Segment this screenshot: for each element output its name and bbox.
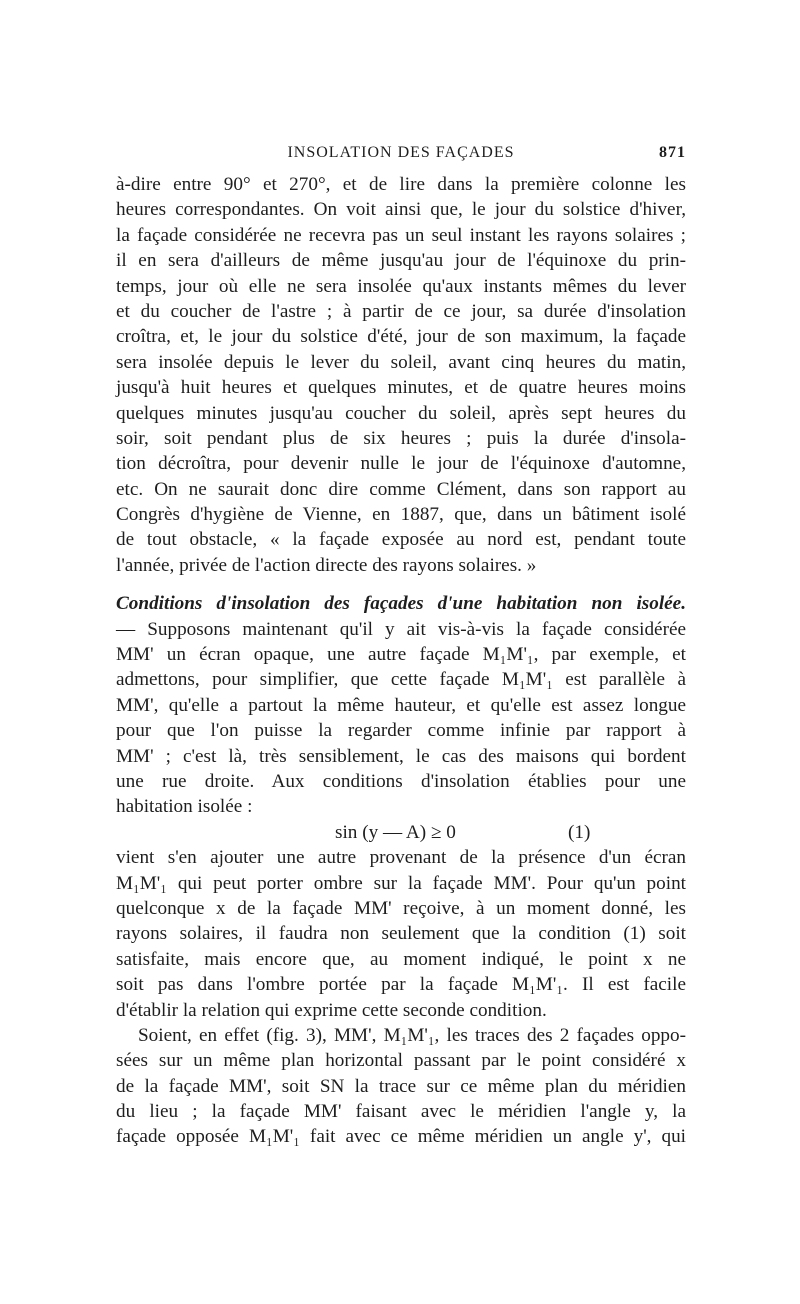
text-line: soit pas dans l'ombre portée par la façade M₁M'₁. Il est facile bbox=[116, 974, 686, 996]
text-line: pour que l'on puisse la regarder comme infinie par rapport à bbox=[116, 720, 686, 742]
equation-number: (1) bbox=[568, 821, 591, 843]
text-line: vient s'en ajouter une autre provenant de la présence d'un écran bbox=[116, 847, 686, 869]
text-line: — Supposons maintenant qu'il y ait vis-à-vis la façade considérée bbox=[116, 618, 686, 640]
text-line: à-dire entre 90° et 270°, et de lire dans la première colonne les bbox=[116, 174, 686, 195]
text-line: quelconque x de la façade MM' reçoive, à un moment donné, les bbox=[116, 897, 686, 919]
text-line: habitation isolée : bbox=[116, 796, 253, 818]
inequality-formula: sin (y — A) ≥ 0 bbox=[335, 821, 456, 843]
text-line: MM' ; c'est là, très sensiblement, le cas des maisons qui bordent bbox=[116, 745, 686, 767]
text-line: rayons solaires, il faudra non seulement que la condition (1) soit bbox=[116, 923, 686, 945]
text-line: MM' un écran opaque, une autre façade M₁M'₁, par exemple, et bbox=[116, 644, 686, 666]
text-line: de la façade MM', soit SN la trace sur ce même plan du méridien bbox=[116, 1075, 686, 1097]
text-line: etc. On ne saurait donc dire comme Clément, dans son rapport au bbox=[116, 478, 686, 500]
text-line: MM', qu'elle a partout la même hauteur, et qu'elle est assez longue bbox=[116, 694, 686, 716]
formula-line bbox=[116, 820, 686, 845]
running-title: INSOLATION DES FAÇADES bbox=[287, 144, 515, 161]
text-line: croîtra, et, le jour du solstice d'été, jour de son maximum, la façade bbox=[116, 326, 686, 348]
paragraph-1 bbox=[116, 172, 686, 578]
text-line: sées sur un même plan horizontal passant par le point considéré x bbox=[116, 1050, 686, 1072]
text-line: temps, jour où elle ne sera insolée qu'aux instants mêmes du lever bbox=[116, 275, 686, 297]
text-line: l'année, privée de l'action directe des rayons solaires. » bbox=[116, 554, 537, 576]
page-header bbox=[116, 144, 686, 168]
text-line: une rue droite. Aux conditions d'insolation établies pour une bbox=[116, 770, 686, 792]
text-line: heures correspondantes. On voit ainsi que, le jour du solstice d'hiver, bbox=[116, 199, 686, 221]
text-line: quelques minutes jusqu'au coucher du soleil, après sept heures du bbox=[116, 402, 686, 424]
text-line: admettons, pour simplifier, que cette façade M₁M'₁ est parallèle à bbox=[116, 669, 686, 691]
text-line: façade opposée M₁M'₁ fait avec ce même méridien un angle y', qui bbox=[116, 1126, 686, 1148]
page-number: 871 bbox=[659, 144, 686, 161]
text-line: d'établir la relation qui exprime cette seconde condition. bbox=[116, 999, 547, 1021]
text-line: du lieu ; la façade MM' faisant avec le méridien l'angle y, la bbox=[116, 1101, 686, 1123]
text-line: la façade considérée ne recevra pas un seul instant les rayons solaires ; bbox=[116, 224, 686, 246]
page-body bbox=[116, 172, 686, 1150]
text-line: soir, soit pendant plus de six heures ; puis la durée d'insola- bbox=[116, 427, 686, 449]
text-line: sera insolée depuis le lever du soleil, avant cinq heures du matin, bbox=[116, 351, 686, 373]
text-line: Soient, en effet (fig. 3), MM', M₁M'₁, les traces des 2 façades oppo- bbox=[138, 1024, 686, 1046]
section-heading: Conditions d'insolation des façades d'une habitation non isolée. bbox=[116, 593, 686, 615]
paragraph-4 bbox=[116, 1023, 686, 1150]
text-line: il en sera d'ailleurs de même jusqu'au jour de l'équinoxe du prin- bbox=[116, 250, 686, 272]
text-line: et du coucher de l'astre ; à partir de ce jour, sa durée d'insolation bbox=[116, 300, 686, 322]
paragraph-gap bbox=[116, 578, 686, 591]
text-line: satisfaite, mais encore que, au moment indiqué, le point x ne bbox=[116, 948, 686, 970]
section-conditions bbox=[116, 591, 686, 1023]
text-line: Congrès d'hygiène de Vienne, en 1887, que, dans un bâtiment isolé bbox=[116, 504, 686, 526]
text-line: M₁M'₁ qui peut porter ombre sur la façade MM'. Pour qu'un point bbox=[116, 872, 686, 894]
text-line: jusqu'à huit heures et quelques minutes, et de quatre heures moins bbox=[116, 377, 686, 399]
text-line: tion décroîtra, pour devenir nulle le jour de l'équinoxe d'automne, bbox=[116, 453, 686, 475]
text-line: de tout obstacle, « la façade exposée au nord est, pendant toute bbox=[116, 529, 686, 551]
